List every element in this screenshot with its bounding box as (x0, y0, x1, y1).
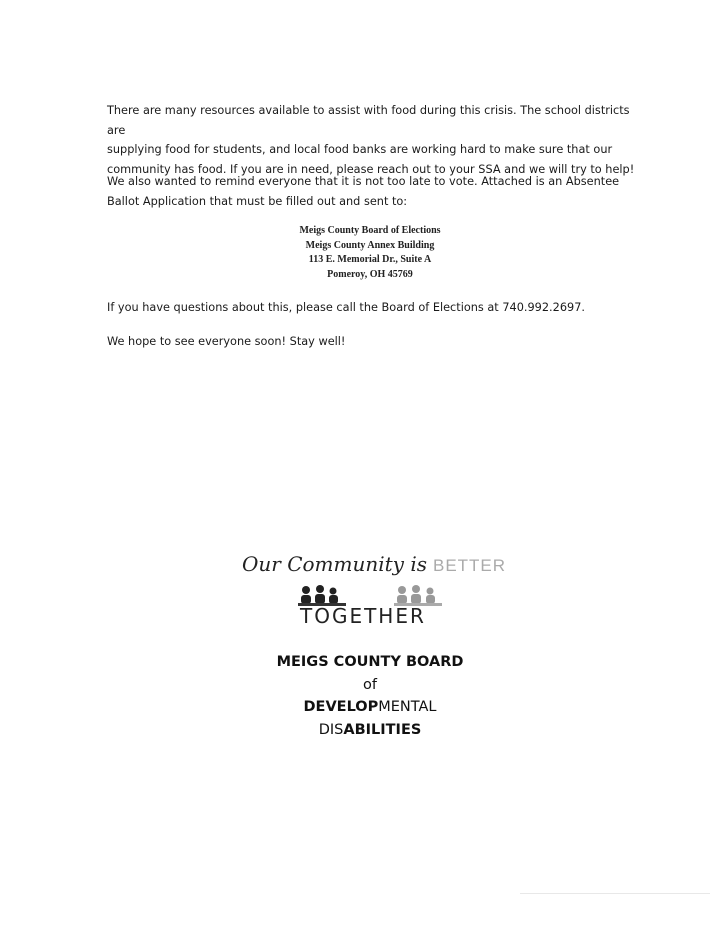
address-line-3: 113 E. Memorial Dr., Suite A (308, 254, 432, 265)
org-line-3 (200, 696, 540, 719)
org-line-4 (200, 719, 540, 742)
mailing-address (200, 224, 540, 282)
address-line-1: Meigs County Board of Elections (299, 225, 441, 236)
address-line-4: Pomeroy, OH 45769 (327, 268, 413, 280)
org-line-4-bold: ABILITIES (343, 721, 422, 738)
scan-artifact-line (520, 893, 710, 894)
community-logo (238, 548, 528, 638)
people-figures-icon (298, 584, 448, 606)
org-line-3-bold: DEVELOP (303, 699, 379, 715)
logo-slogan-text: Our Community is (242, 552, 427, 576)
paragraph-closing: We hope to see everyone soon! Stay well! (107, 335, 346, 348)
address-line-2: Meigs County Annex Building (305, 239, 435, 251)
org-line-3-rest: MENTAL (378, 699, 437, 715)
organization-name (200, 651, 540, 741)
org-line-4-rest: DIS (318, 721, 344, 738)
logo-together-text: TOGETHER (300, 604, 426, 628)
org-line-1: MEIGS COUNTY BOARD (276, 654, 464, 670)
logo-better-text: BETTER (432, 556, 507, 575)
paragraph-food-resources: There are many resources available to assist with food during this crisis. The school districts are supplying food for students, and local food banks are working hard to make sure that our community has food. If you are in need, please reach out to your SSA and we will try to help! (107, 104, 635, 176)
paragraph-questions: If you have questions about this, please call the Board of Elections at 740.992.2697. (107, 301, 585, 314)
logo-slogan (242, 552, 506, 576)
paragraph-vote-reminder: We also wanted to remind everyone that it is not too late to vote. Attached is an Absentee Ballot Application that must be filled out and sent to: (107, 175, 620, 208)
org-line-2: of (363, 676, 377, 693)
